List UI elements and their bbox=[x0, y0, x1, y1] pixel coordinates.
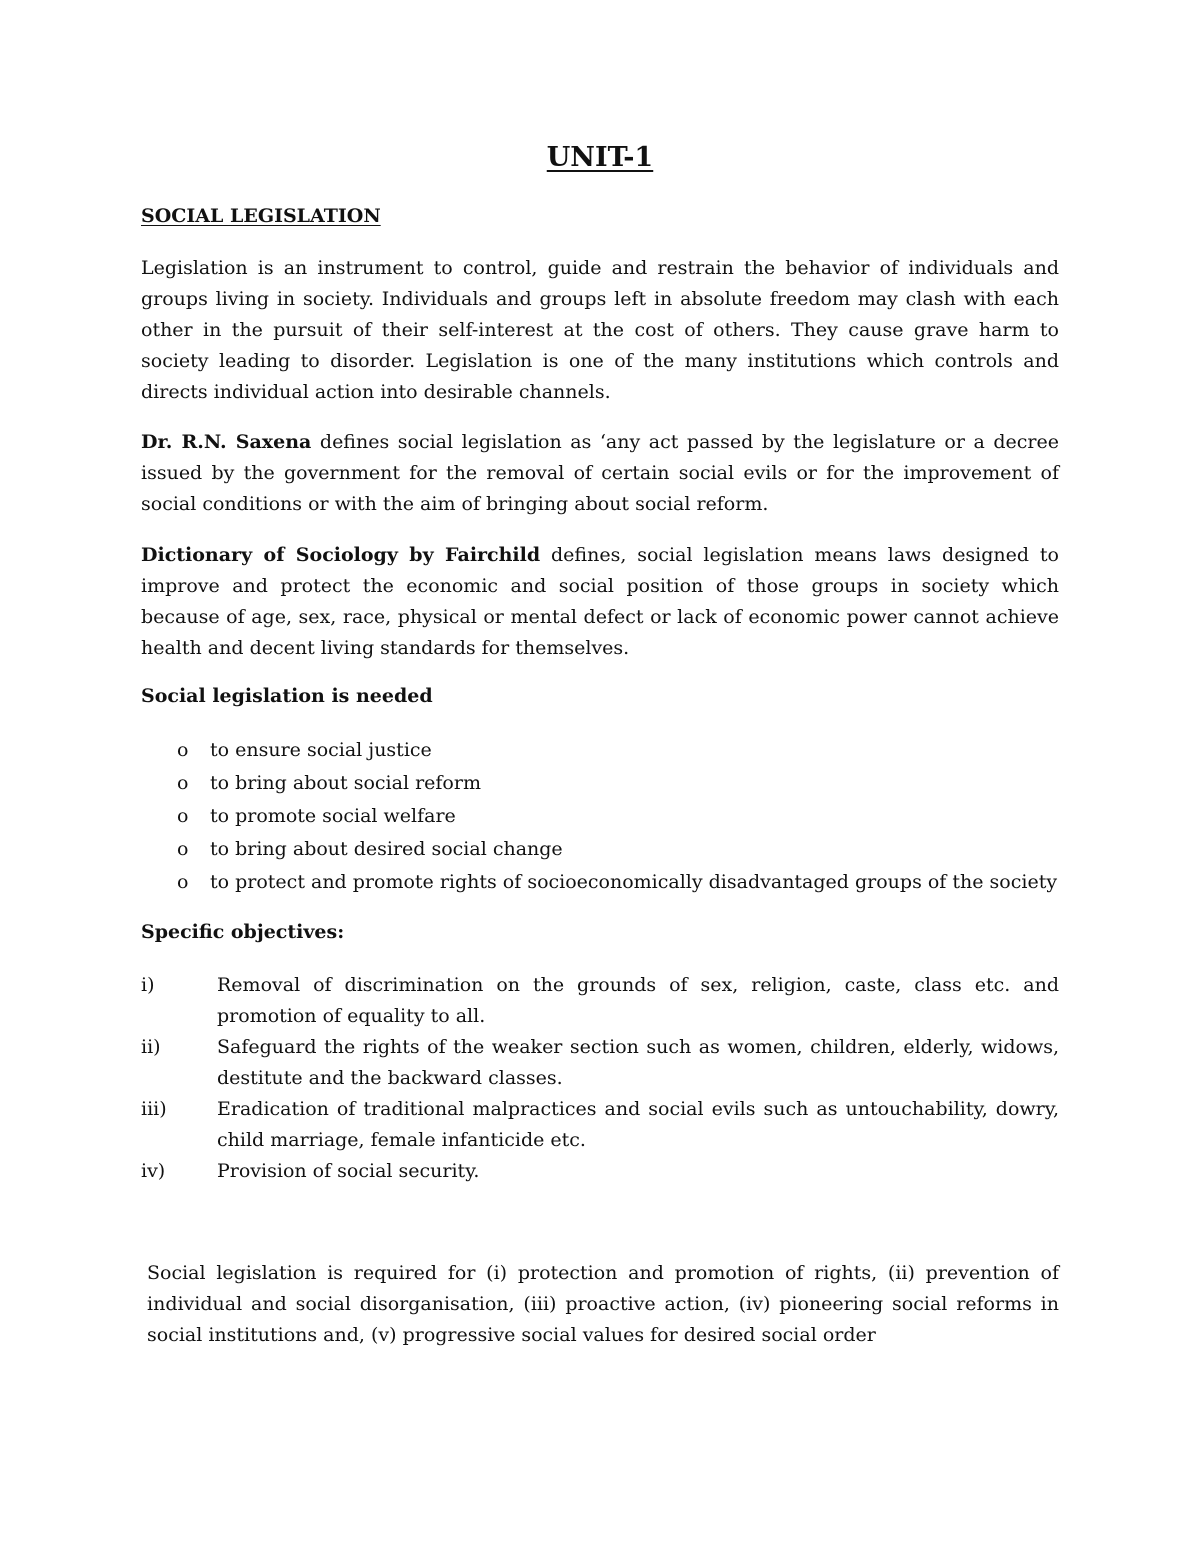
objectives-heading: Specific objectives: bbox=[141, 921, 345, 943]
list-item bbox=[141, 735, 1071, 768]
bullet-marker: o bbox=[177, 772, 189, 794]
intro-paragraph: Legislation is an instrument to control, guide and restrain the behavior of individuals and groups living in society. Individuals and groups left in absolute freedom may clash with each other in the pursuit of their self-interest at the cost of others. They cause grave harm to society leading to disorder. Legislation is one of the many institutions which controls and directs individual action into desirable channels. bbox=[141, 257, 1059, 403]
list-item-text: to promote social welfare bbox=[210, 805, 456, 827]
unit-title: UNIT-1 bbox=[546, 142, 654, 173]
section-heading: SOCIAL LEGISLATION bbox=[141, 205, 381, 227]
list-item bbox=[141, 867, 1071, 900]
fairchild-definition bbox=[141, 540, 1059, 664]
objective-text: Safeguard the rights of the weaker section such as women, children, elderly, widows, destitute and the backward classes. bbox=[217, 1036, 1059, 1089]
bullet-marker: o bbox=[177, 838, 189, 860]
saxena-text: defines social legislation as ‘any act passed by the legislature or a decree issued by the government for the removal of certain social evils or for the improvement of social conditions or with the aim of bringing about social reform. bbox=[141, 431, 1059, 515]
required-paragraph: Social legislation is required for (i) protection and promotion of rights, (ii) prevention of individual and social disorganisation, (iii) proactive action, (iv) pioneering social reforms in social institutions and, (v) progressive social values for desired social order bbox=[147, 1262, 1059, 1346]
objective-number: iv) bbox=[141, 1160, 166, 1182]
bullet-marker: o bbox=[177, 739, 189, 761]
objective-number: ii) bbox=[141, 1036, 161, 1058]
objective-text: Provision of social security. bbox=[217, 1160, 480, 1182]
fairchild-text: defines, social legislation means laws designed to improve and protect the economic and social position of those groups in society which because of age, sex, race, physical or mental defect or lack of economic power cannot achieve health and decent living standards for themselves. bbox=[141, 544, 1059, 659]
objective-number: iii) bbox=[141, 1098, 167, 1120]
objective-text: Eradication of traditional malpractices and social evils such as untouchability, dowry, child marriage, female infanticide etc. bbox=[217, 1098, 1059, 1151]
fairchild-name: Dictionary of Sociology by Fairchild bbox=[141, 544, 541, 566]
objective-item bbox=[141, 970, 1059, 1032]
objective-item bbox=[141, 1156, 1059, 1187]
objective-item bbox=[141, 1094, 1059, 1156]
list-item-text: to ensure social justice bbox=[210, 739, 432, 761]
saxena-definition bbox=[141, 427, 1059, 520]
needed-list bbox=[141, 735, 1071, 900]
list-item bbox=[141, 768, 1071, 801]
bullet-marker: o bbox=[177, 871, 189, 893]
list-item-text: to bring about social reform bbox=[210, 772, 481, 794]
objective-number: i) bbox=[141, 974, 155, 996]
bullet-marker: o bbox=[177, 805, 189, 827]
list-item bbox=[141, 834, 1071, 867]
saxena-name: Dr. R.N. Saxena bbox=[141, 431, 312, 453]
objective-item bbox=[141, 1032, 1059, 1094]
needed-heading: Social legislation is needed bbox=[141, 685, 433, 707]
list-item-text: to bring about desired social change bbox=[210, 838, 563, 860]
objective-text: Removal of discrimination on the grounds of sex, religion, caste, class etc. and promotion of equality to all. bbox=[217, 974, 1059, 1027]
list-item-text: to protect and promote rights of socioeconomically disadvantaged groups of the society bbox=[210, 871, 1058, 893]
objectives-list bbox=[141, 970, 1059, 1187]
list-item bbox=[141, 801, 1071, 834]
